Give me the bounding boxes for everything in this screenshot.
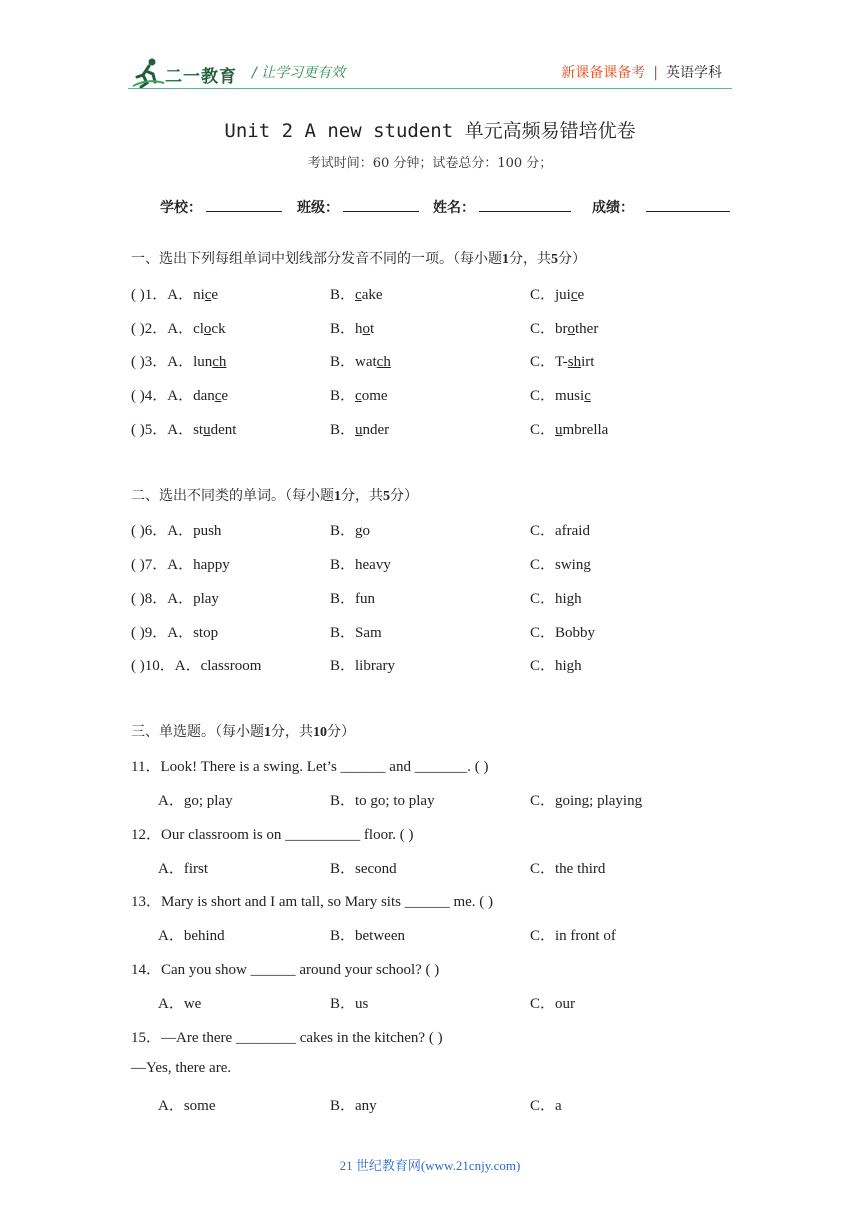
question-14-text: 14．Can you show ______ around your school? ( ) (131, 962, 440, 978)
option-a[interactable]: A．behind (158, 928, 225, 944)
section-2-heading-end: 分） (390, 488, 418, 504)
school-label: 学校： (160, 200, 202, 216)
option-c[interactable]: C．brother (530, 321, 599, 337)
section-3-total: 10 (313, 725, 327, 740)
section-2-heading-text: 二、选出不同类的单词。（每小题 (131, 488, 334, 504)
header-subject (561, 62, 722, 82)
school-blank (206, 197, 282, 212)
section-1-points: 1 (502, 252, 509, 267)
section-2-total: 5 (383, 489, 390, 504)
section-3-heading (131, 721, 355, 741)
section-3-heading-end: 分） (327, 724, 355, 740)
option-c[interactable]: C．a (530, 1098, 562, 1114)
name-blank (479, 197, 571, 212)
logo (131, 56, 243, 90)
option-c[interactable]: C．afraid (530, 523, 590, 539)
option-b[interactable]: B．Sam (330, 625, 382, 641)
option-b[interactable]: B．go (330, 523, 371, 539)
class-blank (343, 197, 419, 212)
option-b[interactable]: B．watch (330, 354, 391, 370)
option-b[interactable]: B．to go; to play (330, 793, 435, 809)
name-field (433, 197, 571, 217)
option-a[interactable]: ( )6．A．push (131, 523, 222, 539)
option-a[interactable]: A．some (158, 1098, 216, 1114)
option-a[interactable]: ( )8．A．play (131, 591, 219, 607)
option-c[interactable]: C．T-shirt (530, 354, 595, 370)
question-13-text: 13．Mary is short and I am tall, so Mary sits ______ me. ( ) (131, 894, 494, 910)
section-2-heading-mid: 分，共 (341, 488, 383, 504)
option-c[interactable]: C．juice (530, 287, 585, 303)
school-field (160, 197, 282, 217)
header-divider (128, 88, 732, 89)
section-3-heading-mid: 分，共 (271, 724, 313, 740)
option-c[interactable]: C．swing (530, 557, 591, 573)
page-title: Unit 2 A new student 单元高频易错培优卷 (224, 120, 636, 142)
option-b[interactable]: B．fun (330, 591, 376, 607)
option-a[interactable]: ( )2．A．clock (131, 321, 226, 337)
class-label: 班级： (297, 200, 339, 216)
option-b[interactable]: B．library (330, 658, 395, 674)
runner-icon (131, 56, 165, 90)
option-c[interactable]: C．our (530, 996, 576, 1012)
option-b[interactable]: B．second (330, 861, 397, 877)
option-b[interactable]: B．come (330, 388, 388, 404)
option-b[interactable]: B．heavy (330, 557, 391, 573)
option-a[interactable]: ( )7．A．happy (131, 557, 230, 573)
section-3-points: 1 (264, 725, 271, 740)
section-2-heading (131, 485, 418, 505)
option-a[interactable]: ( )10．A．classroom (131, 658, 262, 674)
option-b[interactable]: B．cake (330, 287, 383, 303)
score-label: 成绩： (592, 200, 634, 216)
option-c[interactable]: C．in front of (530, 928, 616, 944)
question-12-text: 12．Our classroom is on __________ floor. ( ) (131, 827, 414, 843)
exam-info: 考试时间：60 分钟；试卷总分：100 分； (307, 156, 553, 171)
option-a[interactable]: A．go; play (158, 793, 233, 809)
section-1-heading (131, 248, 586, 268)
option-b[interactable]: B．hot (330, 321, 375, 337)
option-b[interactable]: B．us (330, 996, 369, 1012)
option-a[interactable]: ( )9．A．stop (131, 625, 219, 641)
header-tagline: 新课备课备考 (561, 65, 646, 81)
section-1-heading-mid: 分，共 (509, 251, 551, 267)
class-field (297, 197, 419, 217)
score-field (592, 197, 730, 217)
section-2-points: 1 (334, 489, 341, 504)
option-b[interactable]: B．between (330, 928, 405, 944)
section-3-heading-text: 三、单选题。（每小题 (131, 724, 264, 740)
section-1-heading-end: 分） (558, 251, 586, 267)
option-a[interactable]: ( )5．A．student (131, 422, 237, 438)
header-subject-label: 英语学科 (666, 65, 722, 81)
option-c[interactable]: C．high (530, 591, 582, 607)
question-15-text: 15．—Are there ________ cakes in the kitchen? ( ) (131, 1030, 443, 1046)
option-a[interactable]: A．first (158, 861, 208, 877)
option-b[interactable]: B．any (330, 1098, 377, 1114)
logo-text: 二一教育 (165, 67, 237, 87)
option-c[interactable]: C．high (530, 658, 582, 674)
page-footer: 21 世纪教育网(www.21cnjy.com) (339, 1158, 521, 1173)
option-b[interactable]: B．under (330, 422, 390, 438)
header-separator: | (653, 65, 658, 81)
option-c[interactable]: C．going; playing (530, 793, 643, 809)
option-c[interactable]: C．umbrella (530, 422, 609, 438)
section-1-heading-text: 一、选出下列每组单词中划线部分发音不同的一项。（每小题 (131, 251, 502, 267)
question-15-answer-line: —Yes, there are. (131, 1060, 232, 1076)
section-1-total: 5 (551, 252, 558, 267)
question-11-text: 11．Look! There is a swing. Let’s ______ and _______. ( ) (131, 759, 489, 775)
name-label: 姓名： (433, 200, 475, 216)
option-a[interactable]: ( )4．A．dance (131, 388, 229, 404)
option-a[interactable]: ( )3．A．lunch (131, 354, 227, 370)
page-header (0, 0, 860, 100)
option-c[interactable]: C．Bobby (530, 625, 596, 641)
option-a[interactable]: ( )1．A．nice (131, 287, 219, 303)
option-c[interactable]: C．the third (530, 861, 606, 877)
option-c[interactable]: C．music (530, 388, 591, 404)
option-a[interactable]: A．we (158, 996, 202, 1012)
slogan: / 让学习更有效 (252, 65, 346, 81)
score-blank (646, 197, 730, 212)
